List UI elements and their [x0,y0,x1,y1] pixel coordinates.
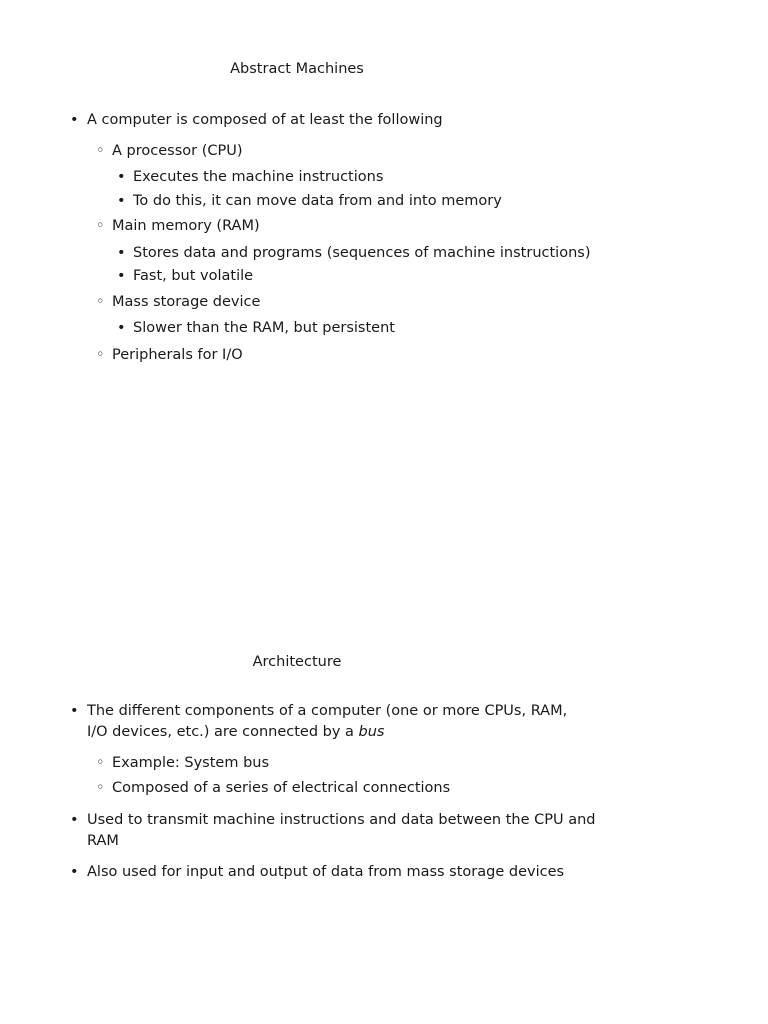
list-item-components-line2 [87,722,384,742]
bullet-icon: • [117,245,126,261]
bullet-icon: • [70,112,79,128]
list-item-transmit-line1: Used to transmit machine instructions and data between the CPU and [87,812,596,828]
list-item-peripherals: Peripherals for I/O [112,347,243,363]
bullet-icon: • [70,703,79,719]
components-line2-text: I/O devices, etc.) are connected by a [87,724,359,740]
slide-title-abstract-machines: Abstract Machines [230,61,364,77]
list-item-transmit-line2: RAM [87,833,119,849]
bullet-icon: • [70,812,79,828]
open-bullet-icon: ◦ [96,780,105,796]
list-item-electrical-connections: Composed of a series of electrical connections [112,780,451,796]
open-bullet-icon: ◦ [96,294,105,310]
list-item-cpu-memory: To do this, it can move data from and into memory [133,193,502,209]
list-item-ram-stores: Stores data and programs (sequences of machine instructions) [133,245,591,261]
list-item-io: Also used for input and output of data from mass storage devices [87,864,565,880]
list-item-ram-fast: Fast, but volatile [133,268,254,284]
list-item-cpu-executes: Executes the machine instructions [133,169,384,185]
slide-title-architecture: Architecture [252,654,342,670]
list-item-components-line1: The different components of a computer (one or more CPUs, RAM, [87,703,568,719]
list-item-computer-composed: A computer is composed of at least the following [87,112,443,128]
open-bullet-icon: ◦ [96,755,105,771]
list-item-mass-slower: Slower than the RAM, but persistent [133,320,395,336]
bus-term: bus [358,724,385,740]
open-bullet-icon: ◦ [96,143,105,159]
list-item-mass-storage: Mass storage device [112,294,261,310]
open-bullet-icon: ◦ [96,347,105,363]
bullet-icon: • [117,169,126,185]
bullet-icon: • [117,268,126,284]
list-item-example-system-bus: Example: System bus [112,755,270,771]
bullet-icon: • [117,193,126,209]
list-item-ram: Main memory (RAM) [112,218,260,234]
bullet-icon: • [70,864,79,880]
list-item-cpu: A processor (CPU) [112,143,243,159]
open-bullet-icon: ◦ [96,218,105,234]
bullet-icon: • [117,320,126,336]
